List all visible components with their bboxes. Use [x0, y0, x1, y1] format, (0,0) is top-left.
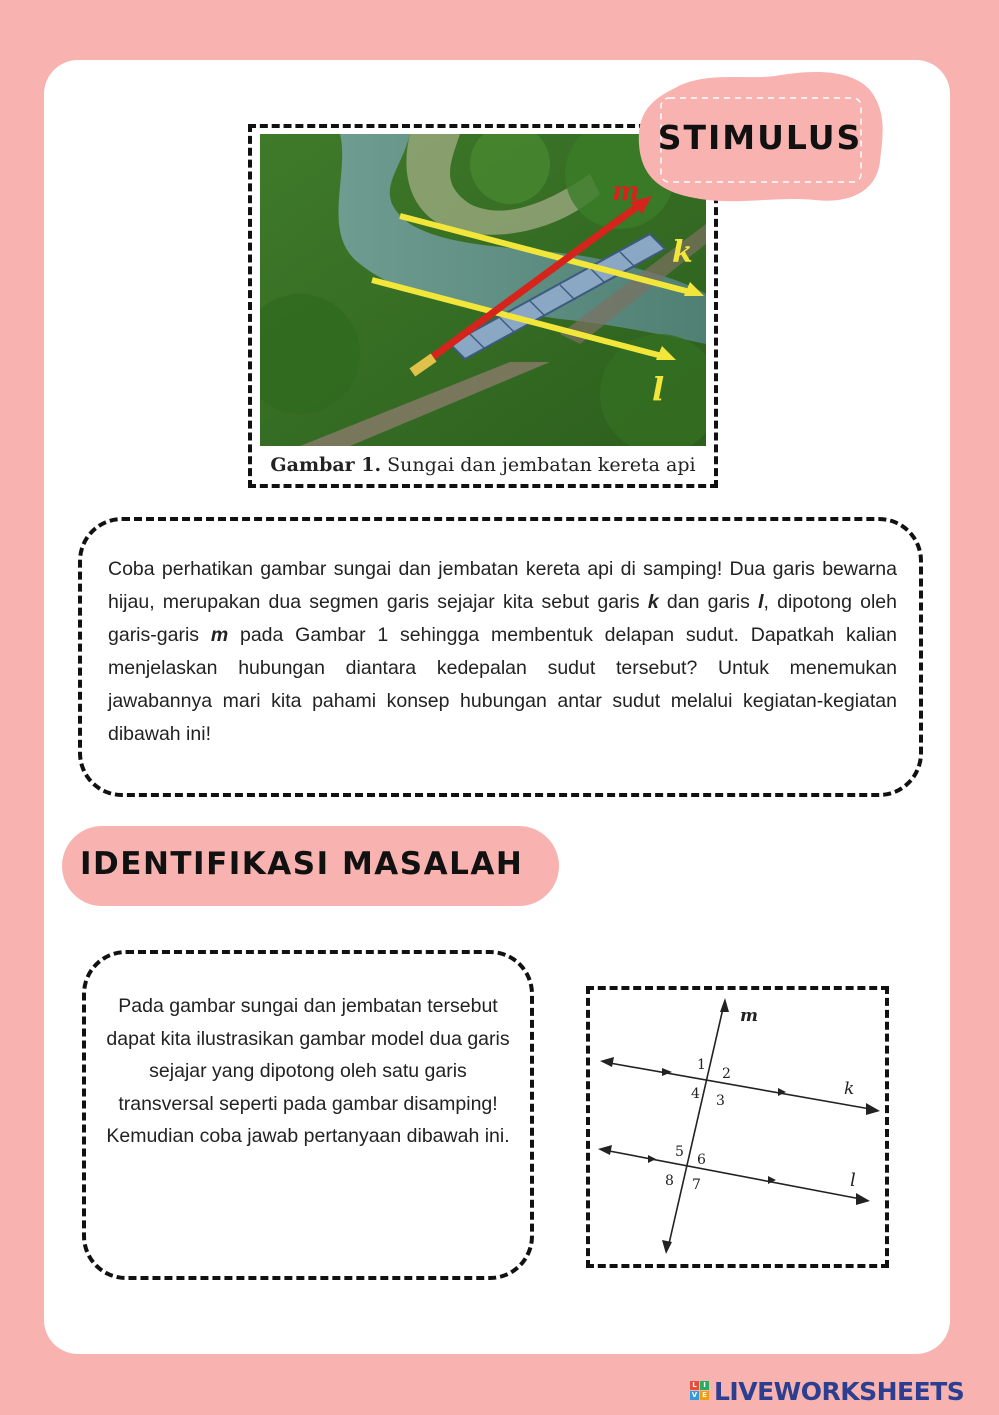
variable-l: l [758, 591, 764, 613]
figure-caption-number: Gambar 1. [270, 454, 382, 476]
angle-8: 8 [665, 1173, 674, 1189]
angle-3: 3 [716, 1093, 725, 1109]
liveworksheets-logo[interactable] [690, 1377, 990, 1407]
angle-1: 1 [697, 1057, 706, 1073]
stimulus-badge [635, 66, 885, 208]
identification-heading: IDENTIFIKASI MASALAH [80, 846, 524, 882]
identification-heading-pill [62, 826, 559, 906]
variable-k: k [647, 591, 659, 613]
angle-2: 2 [722, 1066, 731, 1082]
angle-6: 6 [697, 1152, 706, 1168]
angle-4: 4 [691, 1086, 700, 1102]
photo-label-k: k [672, 235, 693, 270]
stimulus-title: STIMULUS [657, 118, 863, 157]
problem-paragraph: Pada gambar sungai dan jembatan tersebut dapat kita ilustrasikan gambar model dua garis sejajar yang dipotong oleh satu garis transversal seperti pada gambar disamping! Kemudian coba jawab pertanyaan dibawah ini. [106, 995, 510, 1147]
photo-label-m: m [612, 177, 640, 207]
photo-label-l: l [652, 370, 665, 408]
stimulus-text-part: dan garis [658, 591, 759, 613]
stimulus-paragraph [108, 553, 897, 751]
transversal-diagram-svg [590, 990, 885, 1264]
angle-5: 5 [675, 1144, 684, 1160]
figure-caption-text: Sungai dan jembatan kereta api [381, 454, 696, 476]
stimulus-text-box [78, 517, 923, 797]
variable-m: m [210, 624, 229, 646]
transversal-diagram [586, 986, 889, 1268]
diagram-label-k: k [844, 1079, 855, 1099]
figure-caption [252, 454, 714, 476]
angle-7: 7 [692, 1177, 701, 1193]
stimulus-text-part: Coba perhatikan gambar sungai dan jembatan kereta api di samping! Dua garis bewarna hijau, merupakan dua segmen garis sejajar kita sebut garis [108, 558, 897, 613]
diagram-label-l: l [850, 1170, 856, 1191]
diagram-label-m: m [740, 1006, 758, 1026]
problem-text-box [82, 950, 534, 1280]
logo-text: LIVEWORKSHEETS [714, 1377, 965, 1406]
stimulus-text-part: pada Gambar 1 sehingga membentuk delapan sudut. Dapatkah kalian menjelaskan hubungan diantara kedepalan sudut tersebut? Untuk menemukan jawabannya mari kita pahami konsep hubungan antar sudut melalui kegiatan-kegiatan dibawah ini! [108, 624, 897, 745]
logo-squares-icon: L I V E [690, 1381, 710, 1401]
stimulus-text-part: , dipotong oleh garis-garis [108, 591, 897, 646]
